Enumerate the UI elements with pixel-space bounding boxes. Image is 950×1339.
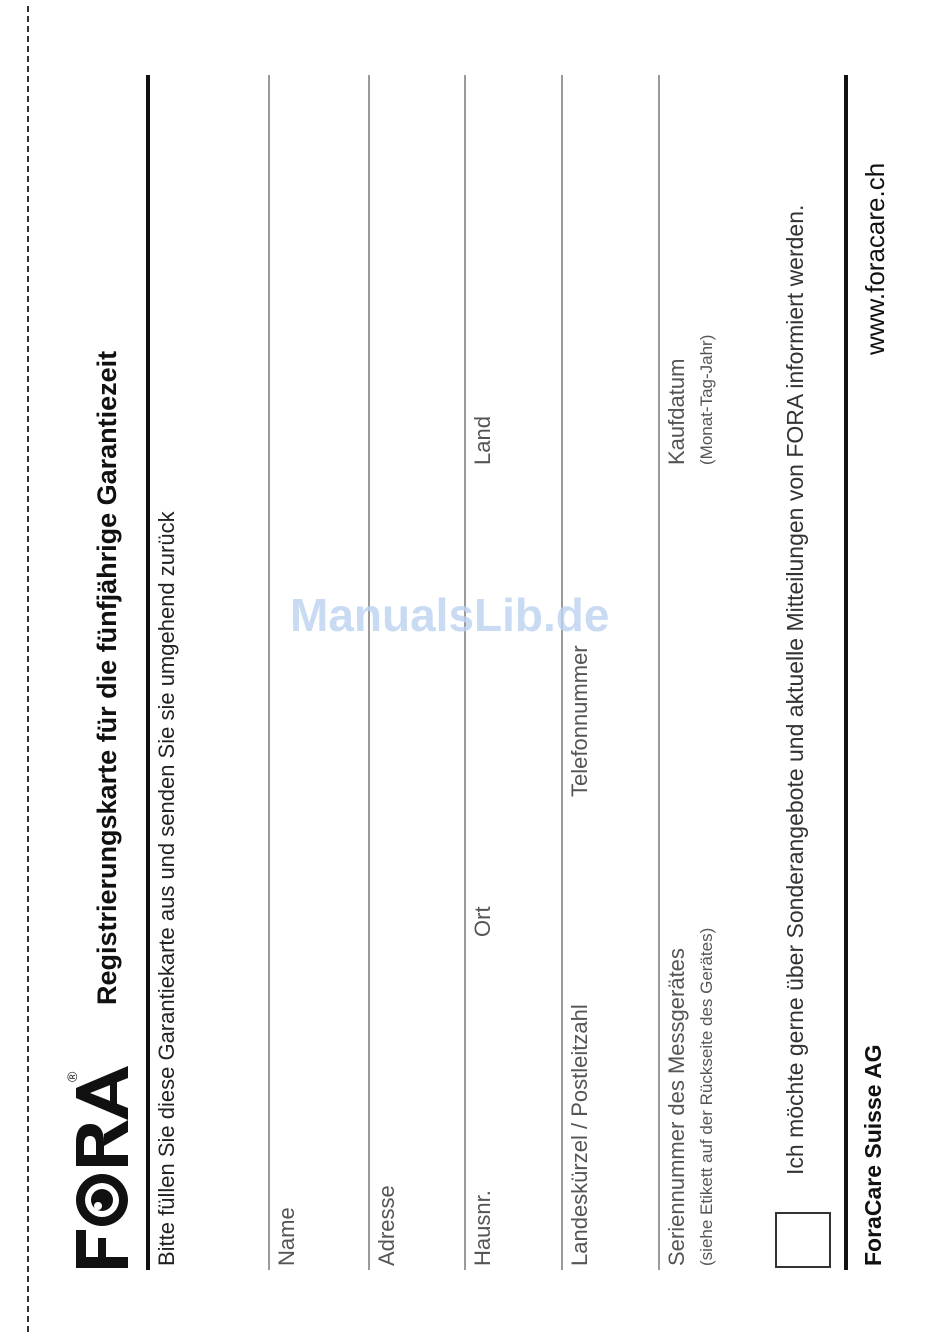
- kaufdatum-hint: (Monat-Tag-Jahr): [697, 334, 716, 465]
- card-title: Registrierungskarte für die fünfjährige Garantiezeit: [92, 350, 122, 1005]
- fora-logo: [64, 1065, 132, 1270]
- seriennummer-label: Seriennummer des Messgerätes: [664, 948, 689, 1266]
- website-link[interactable]: www.foracare.ch: [860, 162, 890, 355]
- registered-mark: ®: [64, 1071, 80, 1082]
- field-line-adresse[interactable]: [368, 75, 370, 1270]
- hausnr-label: Hausnr.: [470, 1190, 495, 1266]
- field-line-landeskuerzel[interactable]: [561, 75, 563, 1270]
- registration-card: [64, 70, 890, 1270]
- consent-text: Ich möchte gerne über Sonderangebote und aktuelle Mitteilungen von FORA informiert werden.: [782, 204, 808, 1175]
- field-line-hausnr[interactable]: [464, 75, 466, 1270]
- land-label: Land: [470, 416, 495, 465]
- field-line-name[interactable]: [268, 75, 270, 1270]
- instruction-text: Bitte füllen Sie diese Garantiekarte aus und senden Sie sie umgehend zurück: [154, 511, 179, 1266]
- footer-divider: [844, 75, 848, 1270]
- field-line-seriennummer[interactable]: [658, 75, 660, 1270]
- consent-checkbox[interactable]: [775, 1212, 831, 1268]
- ort-label: Ort: [470, 906, 495, 937]
- watermark: ManualsLib.de: [290, 589, 610, 641]
- landeskuerzel-label: Landeskürzel / Postleitzahl: [567, 1004, 592, 1266]
- adresse-label: Adresse: [374, 1185, 399, 1266]
- cut-line: [27, 6, 29, 1332]
- seriennummer-hint: (siehe Etikett auf der Rückseite des Gerätes): [697, 927, 716, 1266]
- kaufdatum-label: Kaufdatum: [664, 358, 689, 465]
- name-label: Name: [274, 1207, 299, 1266]
- telefon-label: Telefonnummer: [567, 645, 592, 797]
- divider: [146, 75, 150, 1270]
- company-name: ForaCare Suisse AG: [860, 1044, 886, 1266]
